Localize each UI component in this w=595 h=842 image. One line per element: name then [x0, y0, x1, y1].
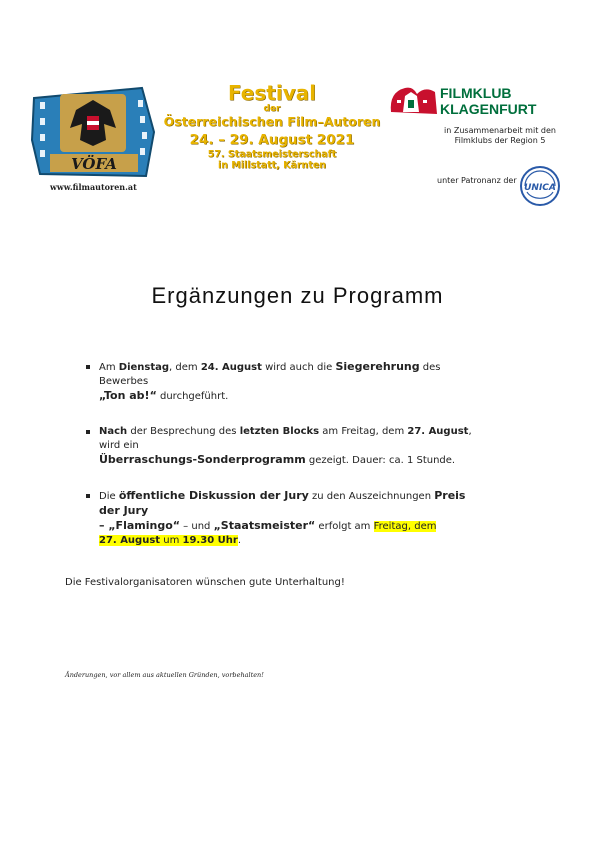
vofa-logo: [30, 80, 158, 180]
unica-logo: [519, 165, 561, 207]
filmklub-coop-line2: Filmklubs der Region 5: [454, 136, 546, 145]
bullet-marker: [86, 494, 90, 498]
festival-dates: 24. – 29. August 2021: [189, 132, 355, 148]
program-notes-list: [86, 360, 486, 569]
festival-line1: 57. Staatsmeisterschaft: [207, 149, 337, 160]
festival-line2: in Millstatt, Kärnten: [217, 160, 327, 171]
bullet-marker: [86, 430, 90, 434]
filmklub-name-line1: FILMKLUB: [440, 85, 512, 101]
filmklub-logo: [387, 82, 439, 118]
patronage-text: unter Patronanz der: [437, 176, 517, 185]
list-item: Am Dienstag, dem 24. August wird auch die Siegerehrung des Bewerbes „Ton ab!“ durchgeführt.: [86, 360, 486, 404]
disclaimer-text: Änderungen, vor allem aus aktuellen Gründen, vorbehalten!: [65, 671, 264, 679]
highlight-freitag: Freitag: [373, 521, 408, 532]
bullet-marker: [86, 365, 90, 369]
vofa-url[interactable]: www.filmautoren.at: [50, 182, 137, 192]
highlight-time: 19.30 Uhr: [182, 535, 238, 546]
closing-text: Die Festivalorganisatoren wünschen gute Unterhaltung!: [65, 577, 345, 588]
unica-logo-text: UNICA: [524, 183, 556, 193]
festival-der: der: [263, 104, 281, 114]
vofa-logo-text: VÖFA: [71, 155, 117, 173]
filmklub-coop-line1: in Zusammenarbeit mit den: [444, 126, 556, 135]
festival-title: Festival: [227, 81, 317, 105]
filmklub-cooperation: [425, 126, 575, 146]
list-item: Die öffentliche Diskussion der Jury zu den Auszeichnungen Preis der Jury – „Flamingo“ – und „Staatsmeister“ erfolgt am Freitag, dem 27. August um 19.30 Uhr.: [86, 489, 486, 548]
filmklub-name: [440, 85, 536, 117]
festival-subtitle: Österreichischen Film–Autoren: [163, 114, 381, 129]
festival-title-block: [158, 82, 386, 171]
page-title: Ergänzungen zu Programm: [151, 283, 444, 308]
list-item: Nach der Besprechung des letzten Blocks am Freitag, dem 27. August, wird ein Überraschungs-Sonderprogramm gezeigt. Dauer: ca. 1 Stunde.: [86, 425, 486, 468]
highlight-date: 27. August: [99, 535, 161, 546]
filmklub-name-line2: KLAGENFURT: [440, 101, 537, 117]
